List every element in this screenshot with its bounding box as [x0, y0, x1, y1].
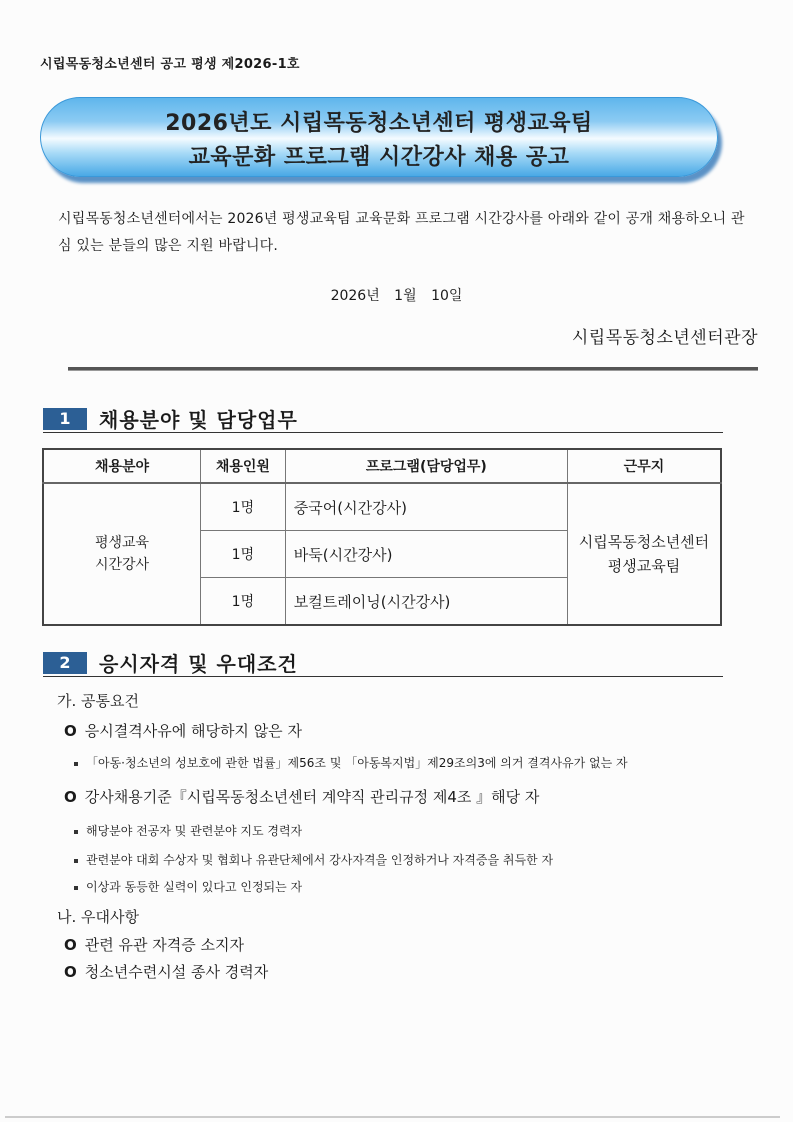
preference-text: 청소년수련시설 종사 경력자 — [84, 963, 269, 981]
title-line-2: 교육문화 프로그램 시간강사 채용 공고 — [188, 145, 570, 170]
subitem-text: 관련분야 대회 수상자 및 협회나 유관단체에서 강사자격을 인정하거나 자격증을 취득한 자 — [86, 853, 554, 867]
workplace-cell — [567, 483, 721, 625]
count-cell: 1명 — [201, 483, 286, 531]
section-1-heading — [43, 408, 723, 433]
program-cell: 중국어(시간강사) — [285, 483, 567, 531]
requirement-text: 응시결격사유에 해당하지 않은 자 — [84, 722, 302, 740]
requirement-subitem — [74, 851, 553, 868]
requirement-item — [64, 720, 302, 741]
square-bullet-icon — [74, 830, 78, 834]
recruitment-table — [42, 448, 722, 626]
requirement-text: 강사채용기준『시립목동청소년센터 계약직 관리규정 제4조 』해당 자 — [84, 788, 540, 806]
preference-item — [64, 934, 244, 955]
title-banner — [40, 97, 718, 177]
circle-bullet-icon: O — [64, 788, 77, 806]
square-bullet-icon — [74, 886, 78, 890]
workplace-line-1: 시립목동청소년센터 — [578, 533, 710, 551]
square-bullet-icon — [74, 859, 78, 863]
section-1-number: 1 — [43, 408, 87, 430]
page-bottom-line — [5, 1116, 780, 1118]
preference-heading: 나. 우대사항 — [57, 908, 139, 926]
section-2-heading — [43, 652, 723, 677]
title-line-1: 2026년도 시립목동청소년센터 평생교육팀 — [165, 111, 593, 136]
subitem-text: 「아동·청소년의 성보호에 관한 법률」제56조 및 「아동복지법」제29조의3에 의거 결격사유가 없는 자 — [86, 756, 628, 770]
header-program: 프로그램(담당업무) — [285, 449, 567, 483]
table-row — [43, 483, 721, 531]
preference-text: 관련 유관 자격증 소지자 — [84, 936, 244, 954]
requirement-subitem — [74, 878, 302, 895]
divider — [68, 367, 758, 371]
program-cell: 보컬트레이닝(시간강사) — [285, 578, 567, 626]
field-line-2: 시간강사 — [94, 557, 150, 573]
table-header-row — [43, 449, 721, 483]
count-cell: 1명 — [201, 531, 286, 578]
circle-bullet-icon: O — [64, 963, 77, 981]
signer: 시립목동청소년센터관장 — [571, 328, 758, 348]
header-field: 채용분야 — [43, 449, 201, 483]
announcement-date: 2026년 1월 10일 — [330, 288, 463, 304]
header-workplace: 근무지 — [567, 449, 721, 483]
header-count: 채용인원 — [201, 449, 286, 483]
count-cell: 1명 — [201, 578, 286, 626]
field-line-1: 평생교육 — [94, 535, 150, 551]
circle-bullet-icon: O — [64, 722, 77, 740]
circle-bullet-icon: O — [64, 936, 77, 954]
requirement-item — [64, 786, 539, 807]
square-bullet-icon — [74, 762, 78, 766]
subitem-text: 이상과 동등한 실력이 있다고 인정되는 자 — [86, 880, 303, 894]
intro-paragraph: 시립목동청소년센터에서는 2026년 평생교육팀 교육문화 프로그램 시간강사를 아래와 같이 공개 채용하오니 관심 있는 분들의 많은 지원 바랍니다. — [58, 211, 745, 254]
program-cell: 바둑(시간강사) — [285, 531, 567, 578]
subitem-text: 해당분야 전공자 및 관련분야 지도 경력자 — [86, 824, 303, 838]
requirement-subitem — [74, 754, 628, 771]
document-number: 시립목동청소년센터 공고 평생 제2026-1호 — [40, 57, 300, 72]
workplace-line-2: 평생교육팀 — [607, 557, 681, 575]
common-requirements-heading: 가. 공통요건 — [57, 692, 139, 710]
section-1-title: 채용분야 및 담당업무 — [99, 408, 298, 432]
section-2-number: 2 — [43, 652, 87, 674]
field-cell — [43, 483, 201, 625]
preference-item — [64, 961, 268, 982]
section-2-title: 응시자격 및 우대조건 — [99, 652, 298, 676]
requirement-subitem — [74, 822, 302, 839]
